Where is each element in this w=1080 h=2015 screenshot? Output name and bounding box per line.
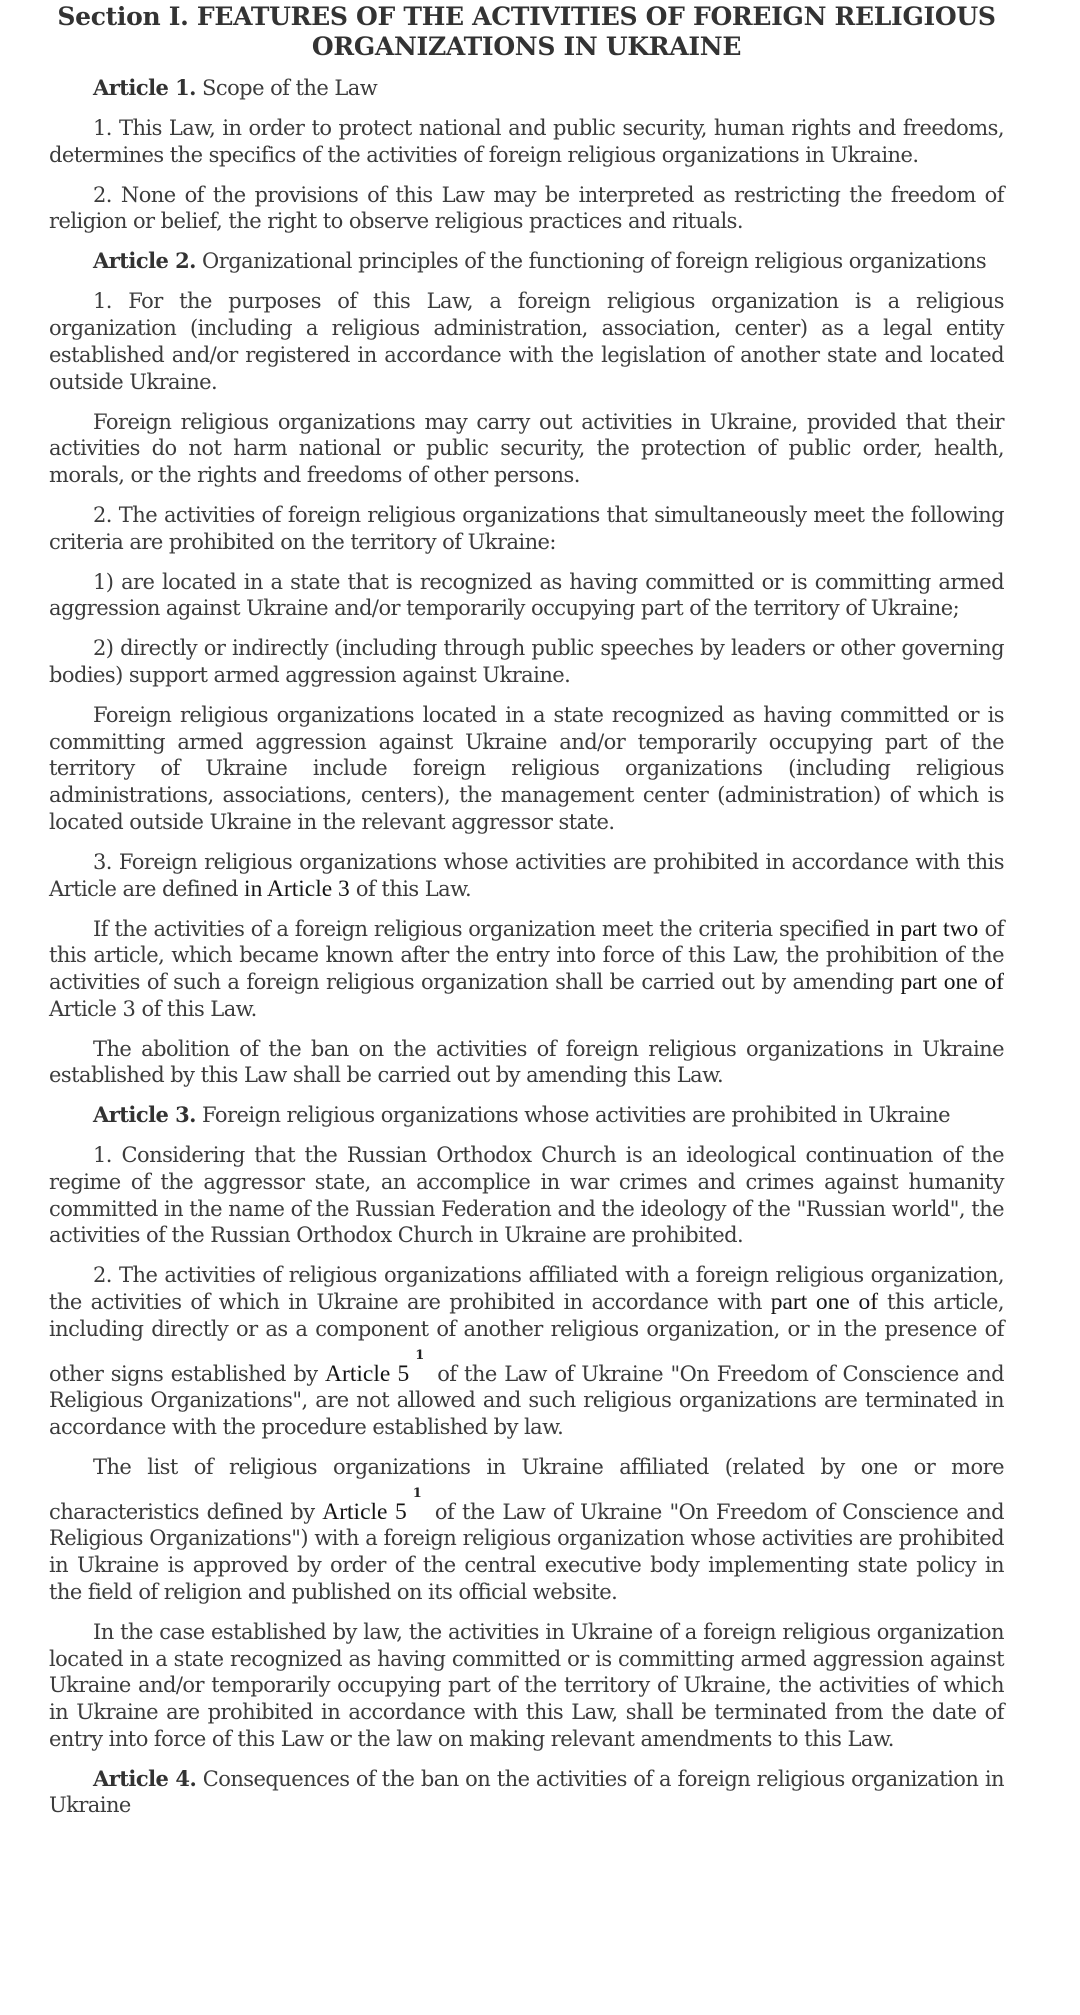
article-3-label: Article 3. (93, 1102, 196, 1128)
document-page (49, 0, 1004, 1832)
article-1-paragraph-1: 1. This Law, in order to protect national and public security, human rights and freedoms, determines the specifics of the activities of foreign religious organizations in Ukraine. (49, 116, 1004, 167)
section-title: Section I. FEATURES OF THE ACTIVITIES OF FOREIGN RELIGIOUS ORGANIZATIONS IN UKRAINE (57, 2, 996, 61)
text: If the activities of a foreign religious organization meet the criteria specified (93, 916, 876, 941)
article-3-heading (49, 1102, 1004, 1129)
superscript-number: 1 (415, 1347, 424, 1363)
article-2-paragraph-2: Foreign religious organizations may carry out activities in Ukraine, provided that their activities do not harm national or public security, the protection of public order, health, morals, or the rights and freedoms of other persons. (49, 409, 1004, 487)
text: of the Law of Ukraine "On Freedom of Conscience and Religious Organizations") with a foreign religious organization whose activities are prohibited in Ukraine is approved by order of the central executive body implementing state policy in the field of religion and published on its official website. (49, 1499, 1004, 1604)
text: Article 3 of this Law. (49, 996, 257, 1021)
text: this article, including directly or as a component of another religious organization, or in the presence of other signs established by (49, 1290, 1004, 1386)
text: The list of religious organizations in Ukraine affiliated (related by one or more characteristics defined by (49, 1454, 1004, 1524)
article-2-paragraph-6: Foreign religious organizations located in a state recognized as having committed or is committing armed aggression against Ukraine and/or temporarily occupying part of the territory of Ukraine include foreign religious organizations (including religious administrations, associations, centers), the management center (administration) of which is located outside Ukraine in the relevant aggressor state. (49, 703, 1004, 834)
article-2-paragraph-7 (49, 849, 1004, 902)
link-article-3[interactable]: in Article 3 (244, 875, 350, 902)
article-1-title: Scope of the Law (202, 76, 378, 100)
article-1-heading (49, 75, 1004, 102)
article-3-title: Foreign religious organizations whose activities are prohibited in Ukraine (202, 1103, 950, 1128)
link-article-5-1[interactable]: Article 5 (325, 1360, 410, 1387)
article-2-title: Organizational principles of the functioning of foreign religious organizations (202, 249, 987, 274)
link-part-one-of[interactable]: part one of (770, 1289, 879, 1316)
article-2-paragraph-3: 2. The activities of foreign religious organizations that simultaneously meet the following criteria are prohibited on the territory of Ukraine: (49, 502, 1004, 554)
article-1-label: Article 1. (93, 75, 196, 100)
article-3-paragraph-1: 1. Considering that the Russian Orthodox Church is an ideological continuation of the regime of the aggressor state, an accomplice in war crimes and crimes against humanity committed in the name of the Russian Federation and the ideology of the "Russian world", the activities of the Russian Orthodox Church in Ukraine are prohibited. (49, 1143, 1004, 1248)
text: of this article, which became known after the entry into force of this Law, the prohibition of the activities of such a foreign religious organization shall be carried out by amending (49, 916, 1004, 994)
article-3-paragraph-4: In the case established by law, the activities in Ukraine of a foreign religious organization located in a state recognized as having committed or is committing armed aggression against Ukraine and/or temporarily occupying part of the territory of Ukraine, the activities of which in Ukraine are prohibited in accordance with this Law, shall be terminated from the date of entry into force of this Law or the law on making relevant amendments to this Law. (49, 1619, 1004, 1751)
article-3-paragraph-2 (49, 1262, 1004, 1440)
article-4-heading (49, 1766, 1004, 1819)
spacer (49, 62, 1004, 75)
text: 3. Foreign religious organizations whose activities are prohibited in accordance with this Article are defined (49, 849, 1004, 901)
article-2-label: Article 2. (93, 248, 196, 274)
article-2-criterion-1: 1) are located in a state that is recognized as having committed or is committing armed aggression against Ukraine and/or temporarily occupying part of the territory of Ukraine; (49, 569, 1004, 621)
article-4-label: Article 4. (93, 1765, 197, 1791)
superscript-number: 1 (412, 1485, 422, 1501)
article-4-title: Consequences of the ban on the activities of a foreign religious organization in Ukraine (49, 1766, 1004, 1818)
text: 2. The activities of religious organizations affiliated with a foreign religious organization, the activities of which in Ukraine are prohibited in accordance with (49, 1263, 1004, 1315)
link-article-5-1[interactable]: Article 5 (322, 1498, 407, 1525)
article-2-criterion-2: 2) directly or indirectly (including through public speeches by leaders or other governing bodies) support armed aggression against Ukraine. (49, 636, 1004, 688)
text: of the Law of Ukraine "On Freedom of Conscience and Religious Organizations", are not allowed and such religious organizations are terminated in accordance with the procedure established by law. (49, 1361, 1004, 1439)
link-part-one-of[interactable]: part one of (900, 968, 1004, 995)
article-2-paragraph-8 (49, 916, 1004, 1023)
text: of this Law. (349, 876, 472, 901)
article-3-paragraph-3 (49, 1454, 1004, 1606)
link-part-two[interactable]: in part two (875, 915, 979, 942)
article-2-paragraph-1: 1. For the purposes of this Law, a foreign religious organization is a religious organization (including a religious administration, association, center) as a legal entity established and/or registered in accordance with the legislation of another state and located outside Ukraine. (49, 289, 1004, 394)
article-2-heading (49, 248, 1004, 275)
article-1-paragraph-2: 2. None of the provisions of this Law may be interpreted as restricting the freedom of religion or belief, the right to observe religious practices and rituals. (49, 182, 1004, 234)
article-2-paragraph-9: The abolition of the ban on the activities of foreign religious organizations in Ukraine established by this Law shall be carried out by amending this Law. (49, 1036, 1004, 1088)
